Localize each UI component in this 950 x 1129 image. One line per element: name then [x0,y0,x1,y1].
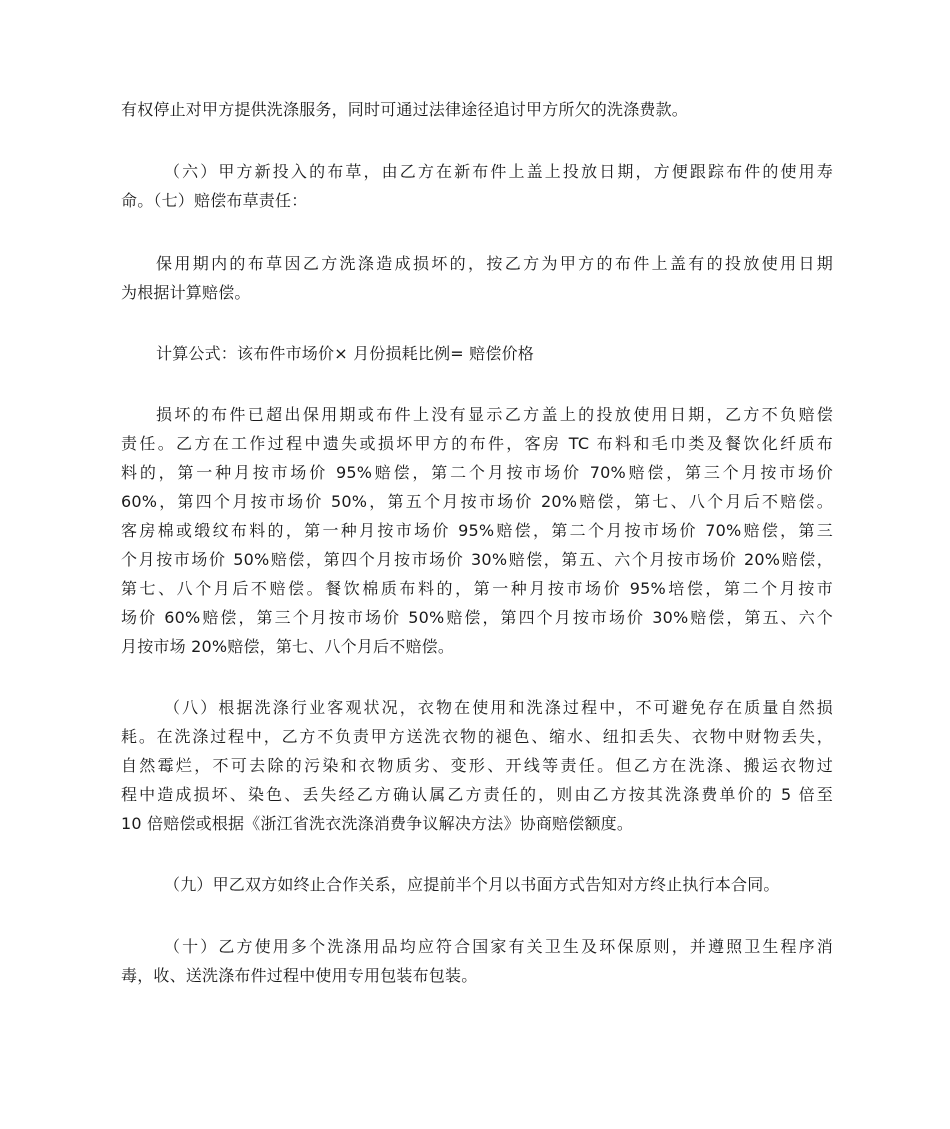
text-line: （八）根据洗涤行业客观状况，衣物在使用和洗涤过程中，不可避免存在质量自然损 [164,698,833,717]
text-line: 命。（七）赔偿布草责任： [121,191,308,210]
text-line: （九）甲乙双方如终止合作关系，应提前半个月以书面方式告知对方终止执行本合同。 [164,875,780,894]
text-line: 程中造成损坏、染色、丢失经乙方确认属乙方责任的，则由乙方按其洗涤费单价的 5 倍至 [121,785,833,804]
paragraph-clause-nine [121,870,833,899]
paragraph-clause-ten [121,932,833,990]
text-line: 毒，收、送洗涤布件过程中使用专用包装布包装。 [121,966,478,985]
text-line: 责任。乙方在工作过程中遗失或损坏甲方的布件，客房 TC 布料和毛巾类及餐饮化纤质布 [121,434,833,453]
text-line: 耗。在洗涤过程中，乙方不负责甲方送洗衣物的褪色、缩水、纽扣丢失、衣物中财物丢失， [121,727,833,746]
paragraph-formula [121,339,833,368]
text-line: 客房棉或缎纹布料的，第一种月按市场价 95%赔偿，第二个月按市场价 70%赔偿，第三 [121,521,833,540]
text-line: 自然霉烂，不可去除的污染和衣物质劣、变形、开线等责任。但乙方在洗涤、搬运衣物过 [121,756,833,775]
text-line: 月按市场 20%赔偿，第七、八个月后不赔偿。 [121,637,455,656]
text-line: 10 倍赔偿或根据《浙江省洗衣洗涤消费争议解决方法》协商赔偿额度。 [121,814,634,833]
text-line: 保用期内的布草因乙方洗涤造成损坏的，按乙方为甲方的布件上盖有的投放使用日期 [156,254,833,273]
paragraph-service-suspension [121,95,833,124]
text-line: 个月按市场价 50%赔偿，第四个月按市场价 30%赔偿，第五、六个月按市场价 20%赔偿， [121,550,833,569]
text-line: 为根据计算赔偿。 [121,283,251,302]
text-line: 场价 60%赔偿，第三个月按市场价 50%赔偿，第四个月按市场价 30%赔偿，第五、六个 [121,608,833,627]
text-line: 料的，第一种月按市场价 95%赔偿，第二个月按市场价 70%赔偿，第三个月按市场价 [121,463,833,482]
text-line: 60%，第四个月按市场价 50%，第五个月按市场价 20%赔偿，第七、八个月后不赔偿。 [121,492,833,511]
text-line: 第七、八个月后不赔偿。餐饮棉质布料的，第一种月按市场价 95%培偿，第二个月按市 [121,579,833,598]
text-line: 有权停止对甲方提供洗涤服务，同时可通过法律途径追讨甲方所欠的洗涤费款。 [121,100,689,119]
paragraph-damage-rates [121,400,833,661]
text-line: （十）乙方使用多个洗涤用品均应符合国家有关卫生及环保原则，并遵照卫生程序消 [164,937,833,956]
paragraph-warranty-compensation [121,249,833,307]
text-line: 损坏的布件已超出保用期或布件上没有显示乙方盖上的投放使用日期，乙方不负赔偿 [156,405,833,424]
text-line: （六）甲方新投入的布草，由乙方在新布件上盖上投放日期，方便跟踪布件的使用寿 [164,162,833,181]
paragraph-clause-eight [121,693,833,838]
paragraph-clause-six [121,157,833,215]
text-line: 计算公式：该布件市场价× 月份损耗比例= 赔偿价格 [156,344,534,363]
